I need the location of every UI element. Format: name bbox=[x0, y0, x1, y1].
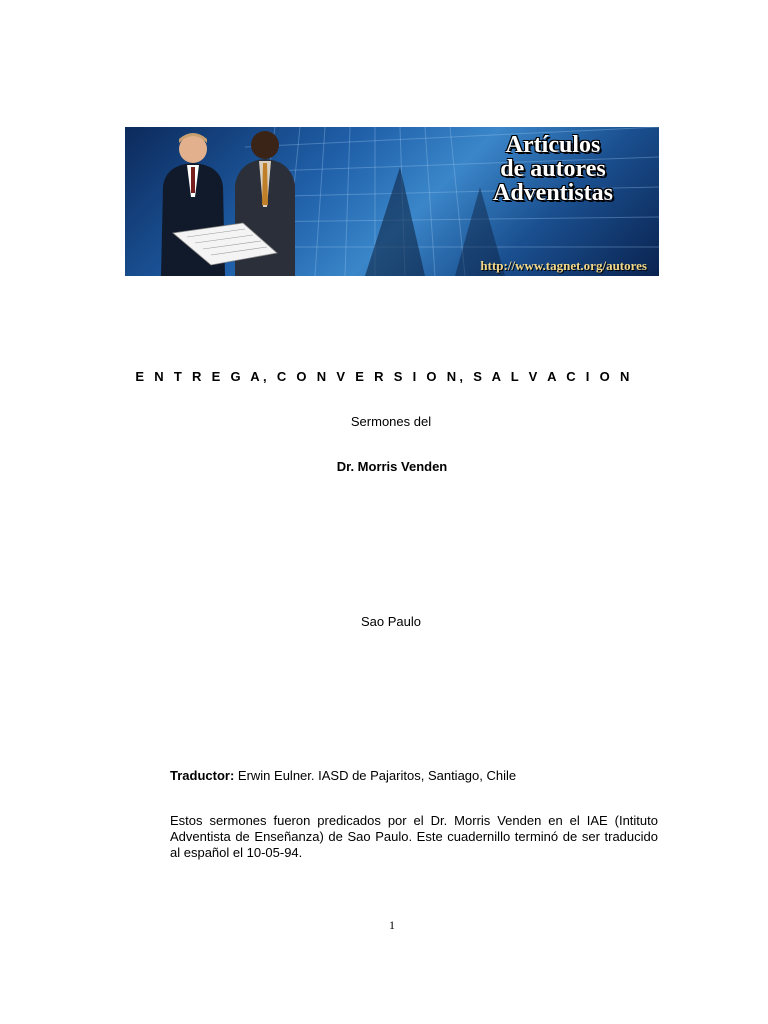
document-subtitle: Sermones del bbox=[350, 414, 432, 429]
translator-value: Erwin Eulner. IASD de Pajaritos, Santiago, Chile bbox=[234, 768, 517, 783]
page-number: 1 bbox=[389, 918, 395, 932]
intro-paragraph: Estos sermones fueron predicados por el Dr. Morris Venden en el IAE (Intituto Adventista de Enseñanza) de Sao Paulo. Este cuadernillo terminó de ser traducido al español el 10-05-94. bbox=[170, 813, 658, 860]
banner-url[interactable]: http://www.tagnet.org/autores bbox=[480, 258, 647, 273]
banner-title-line: de autores bbox=[500, 156, 606, 182]
document-place: Sao Paulo bbox=[361, 614, 421, 629]
document-title: E N T R E G A, C O N V E R S I O N, S A L V A C I O N bbox=[135, 369, 633, 384]
translator-line bbox=[170, 768, 516, 783]
banner-title-line: Artículos bbox=[505, 132, 601, 158]
banner-title bbox=[453, 133, 653, 205]
banner-title-line: Adventistas bbox=[492, 180, 613, 206]
document-author: Dr. Morris Venden bbox=[336, 459, 448, 474]
translator-label: Traductor: bbox=[170, 768, 235, 783]
header-banner bbox=[125, 127, 659, 276]
